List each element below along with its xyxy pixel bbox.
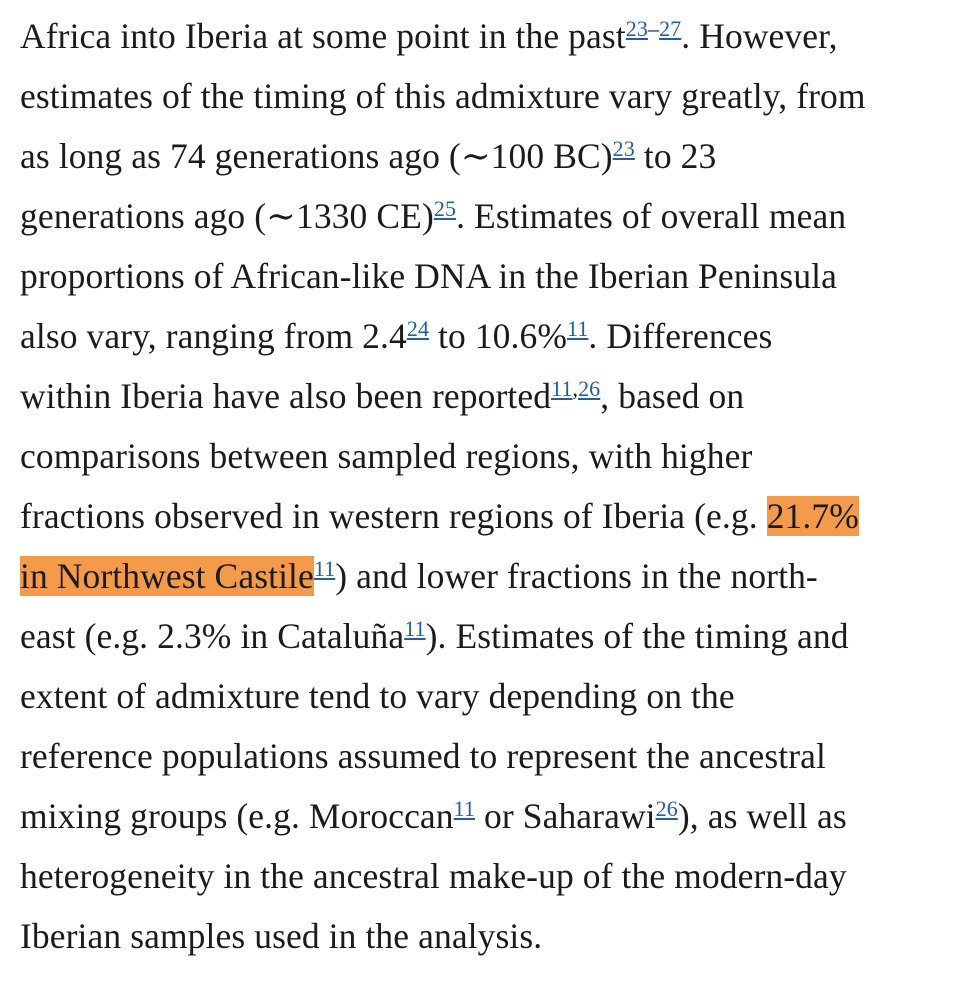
- citation-link[interactable]: 11: [313, 556, 336, 581]
- text-segment: within Iberia have also been reported: [20, 376, 552, 416]
- text-segment: ), as well as: [677, 796, 847, 836]
- text-segment: east (e.g. 2.3% in Cataluña: [20, 616, 405, 656]
- text-segment: ) and lower fractions in the north-: [335, 556, 818, 596]
- text-line: [20, 246, 970, 306]
- citation-link[interactable]: 11: [551, 376, 573, 401]
- text-segment: also vary, ranging from 2.4: [20, 316, 407, 356]
- citation-link[interactable]: 26: [578, 376, 601, 401]
- citation-link[interactable]: 26: [655, 796, 678, 821]
- highlighted-text: [20, 556, 314, 596]
- citation-link[interactable]: 23: [612, 136, 635, 161]
- text-segment: fractions observed in western regions of Iberia (e.g.: [20, 496, 767, 536]
- citation-link[interactable]: 27: [659, 16, 682, 41]
- text-segment: estimates of the timing of this admixture vary greatly, from: [20, 76, 866, 116]
- text-line: [20, 666, 970, 726]
- text-line: [20, 186, 970, 246]
- text-segment: . However,: [681, 16, 838, 56]
- text-line: [20, 306, 970, 366]
- text-segment: ). Estimates of the timing and: [425, 616, 849, 656]
- text-line: [20, 906, 970, 966]
- text-line: [20, 126, 970, 186]
- citation-link[interactable]: 24: [406, 316, 430, 341]
- citation-link[interactable]: 25: [433, 196, 457, 221]
- text-segment: Iberian samples used in the analysis.: [20, 916, 543, 956]
- text-line: [20, 6, 970, 66]
- text-segment: generations ago (∼1330 CE): [20, 196, 434, 236]
- text-segment: or Saharawi: [475, 796, 656, 836]
- text-segment: in Northwest Castile: [20, 556, 314, 596]
- text-line: [20, 786, 970, 846]
- citation-separator: –: [647, 16, 660, 41]
- text-segment: reference populations assumed to represent the ancestral: [20, 736, 826, 776]
- text-segment: proportions of African-like DNA in the Iberian Peninsula: [20, 256, 837, 296]
- text-segment: comparisons between sampled regions, with higher: [20, 436, 753, 476]
- text-line: [20, 606, 970, 666]
- text-segment: heterogeneity in the ancestral make-up of the modern-day: [20, 856, 847, 896]
- text-line: [20, 426, 970, 486]
- text-segment: . Estimates of overall mean: [456, 196, 847, 236]
- text-segment: mixing groups (e.g. Moroccan: [20, 796, 454, 836]
- text-line: [20, 846, 970, 906]
- text-line: [20, 726, 970, 786]
- text-segment: to 23: [634, 136, 717, 176]
- citation-link[interactable]: 11: [567, 316, 589, 341]
- text-line: [20, 486, 970, 546]
- text-segment: Africa into Iberia at some point in the past: [20, 16, 626, 56]
- text-line: [20, 546, 970, 606]
- text-segment: to 10.6%: [429, 316, 568, 356]
- text-segment: . Differences: [588, 316, 773, 356]
- citation-link[interactable]: 23: [625, 16, 648, 41]
- citation-link[interactable]: 11: [404, 616, 426, 641]
- text-line: [20, 66, 970, 126]
- citation-link[interactable]: 11: [453, 796, 476, 821]
- highlighted-text: 21.7%: [766, 496, 859, 536]
- text-segment: as long as 74 generations ago (∼100 BC): [20, 136, 613, 176]
- text-segment: extent of admixture tend to vary depending on the: [20, 676, 735, 716]
- text-line: [20, 366, 970, 426]
- citation-separator: ,: [572, 376, 579, 401]
- text-segment: , based on: [600, 376, 745, 416]
- article-paragraph: [20, 6, 970, 966]
